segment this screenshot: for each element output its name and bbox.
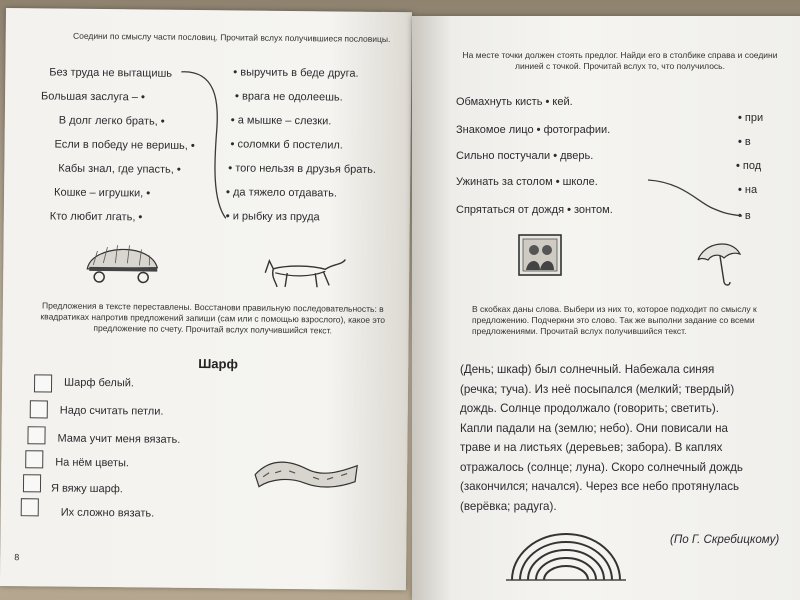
task1-instruction: Соедини по смыслу части пословиц. Прочитай вслух получившиеся пословицы. bbox=[72, 30, 391, 45]
story-text bbox=[460, 360, 800, 516]
order-checkbox[interactable] bbox=[34, 374, 52, 392]
sentence: На нём цветы. bbox=[55, 456, 130, 470]
order-checkbox[interactable] bbox=[21, 498, 39, 516]
phrase-row: Обмахнуть кисть • кей. bbox=[456, 96, 573, 108]
proverb-end: • а мышке – слезки. bbox=[230, 114, 332, 128]
preposition-option: • в bbox=[738, 136, 751, 148]
handdrawn-connector-line bbox=[3, 8, 411, 252]
rainbow-illustration bbox=[506, 524, 626, 584]
written-answer: к bbox=[552, 96, 558, 108]
proverb-end: • да тяжело отдавать. bbox=[226, 186, 337, 200]
phrase-row: Спрятаться от дождя • зонтом. bbox=[456, 204, 613, 216]
proverb-end: • того нельзя в друзья брать. bbox=[228, 162, 377, 176]
proverb-end: • выручить в беде друга. bbox=[233, 66, 359, 80]
story-line: (речка; туча). Из неё посыпался (мелкий; твердый) bbox=[460, 382, 735, 396]
story-author: (По Г. Скребицкому) bbox=[670, 533, 780, 546]
story-line: (закончился; начался). Через все небо протянулась bbox=[460, 480, 740, 493]
sentence: Мама учит меня вязать. bbox=[57, 432, 181, 446]
order-checkbox[interactable] bbox=[25, 450, 43, 468]
task4-instruction: В скобках даны слова. Выбери из них то, которое подходит по смыслу к предложению. Подчеркни это слово. Так же выполни задание со всеми предложениями. Прочитай вслух получившийся текст. bbox=[472, 304, 757, 336]
sentence: Надо считать петли. bbox=[59, 404, 164, 418]
story-line: отражалось (солнце; луна). Скоро солнечный дождь bbox=[460, 460, 743, 474]
sentence: Их сложно вязать. bbox=[60, 506, 155, 520]
proverb-start: Кабы знал, где упасть, • bbox=[58, 162, 181, 176]
proverb-start: В долг легко брать, • bbox=[58, 114, 165, 128]
left-page bbox=[0, 8, 412, 590]
preposition-option: • в bbox=[738, 210, 751, 222]
proverb-end: • соломки б постелил. bbox=[230, 138, 343, 152]
proverb-start: Большая заслуга – • bbox=[41, 90, 145, 104]
phrase-row: Сильно постучали • дверь. bbox=[456, 150, 594, 162]
proverb-start: Кошке – игрушки, • bbox=[54, 186, 151, 200]
task2-instruction: Предложения в тексте переставлены. Восстанови правильную последовательность: в квадратиках напротив предложений запиши (сам или с помощью взрослого), какое это предложение по счету. Прочитай вслух получившийся текст. bbox=[40, 300, 386, 336]
order-checkbox[interactable] bbox=[27, 426, 45, 444]
story-line: (День; шкаф) был солнечный. Набежала синяя bbox=[460, 363, 715, 376]
umbrella-illustration bbox=[694, 238, 744, 288]
preposition-option: • под bbox=[736, 160, 762, 172]
sentence: Шарф белый. bbox=[64, 376, 135, 390]
story-line: дождь. Солнце продолжало (говорить; светить). bbox=[460, 402, 719, 415]
proverb-start: Если в победу не веришь, • bbox=[54, 138, 195, 152]
scarf-illustration bbox=[251, 451, 361, 492]
story-line: Капли падали на (землю; небо). Они повисали на bbox=[460, 421, 728, 435]
cat-illustration bbox=[261, 251, 349, 292]
proverb-end: • и рыбку из пруда bbox=[225, 210, 320, 224]
proverb-start: Без труда не вытащишь bbox=[49, 66, 173, 80]
preposition-option: • на bbox=[738, 184, 758, 196]
sentence: Я вяжу шарф. bbox=[50, 482, 123, 496]
family-photo-illustration bbox=[518, 234, 562, 276]
phrase-row: Ужинать за столом • школе. bbox=[456, 176, 598, 188]
story-title: Шарф bbox=[198, 356, 238, 372]
order-checkbox[interactable] bbox=[23, 474, 41, 492]
handdrawn-connector-line bbox=[412, 16, 800, 256]
story-line: траве и на листьях (деревьев; забора). В каплях bbox=[460, 441, 723, 454]
right-page bbox=[412, 16, 800, 600]
page-number: 8 bbox=[14, 552, 20, 563]
proverb-end: • врага не одолеешь. bbox=[235, 90, 343, 104]
haystack-cart-illustration bbox=[83, 237, 163, 286]
task3-instruction: На месте точки должен стоять предлог. Найди его в столбике справа и соедини линией с точкой. Прочитай вслух то, что получилось. bbox=[462, 50, 778, 71]
order-checkbox[interactable] bbox=[30, 400, 48, 418]
proverb-start: Кто любит лгать, • bbox=[49, 210, 143, 224]
phrase-row: Знакомое лицо • фотографии. bbox=[456, 124, 611, 136]
preposition-option: • при bbox=[738, 112, 764, 124]
story-line: (верёвка; радуга). bbox=[460, 499, 557, 513]
